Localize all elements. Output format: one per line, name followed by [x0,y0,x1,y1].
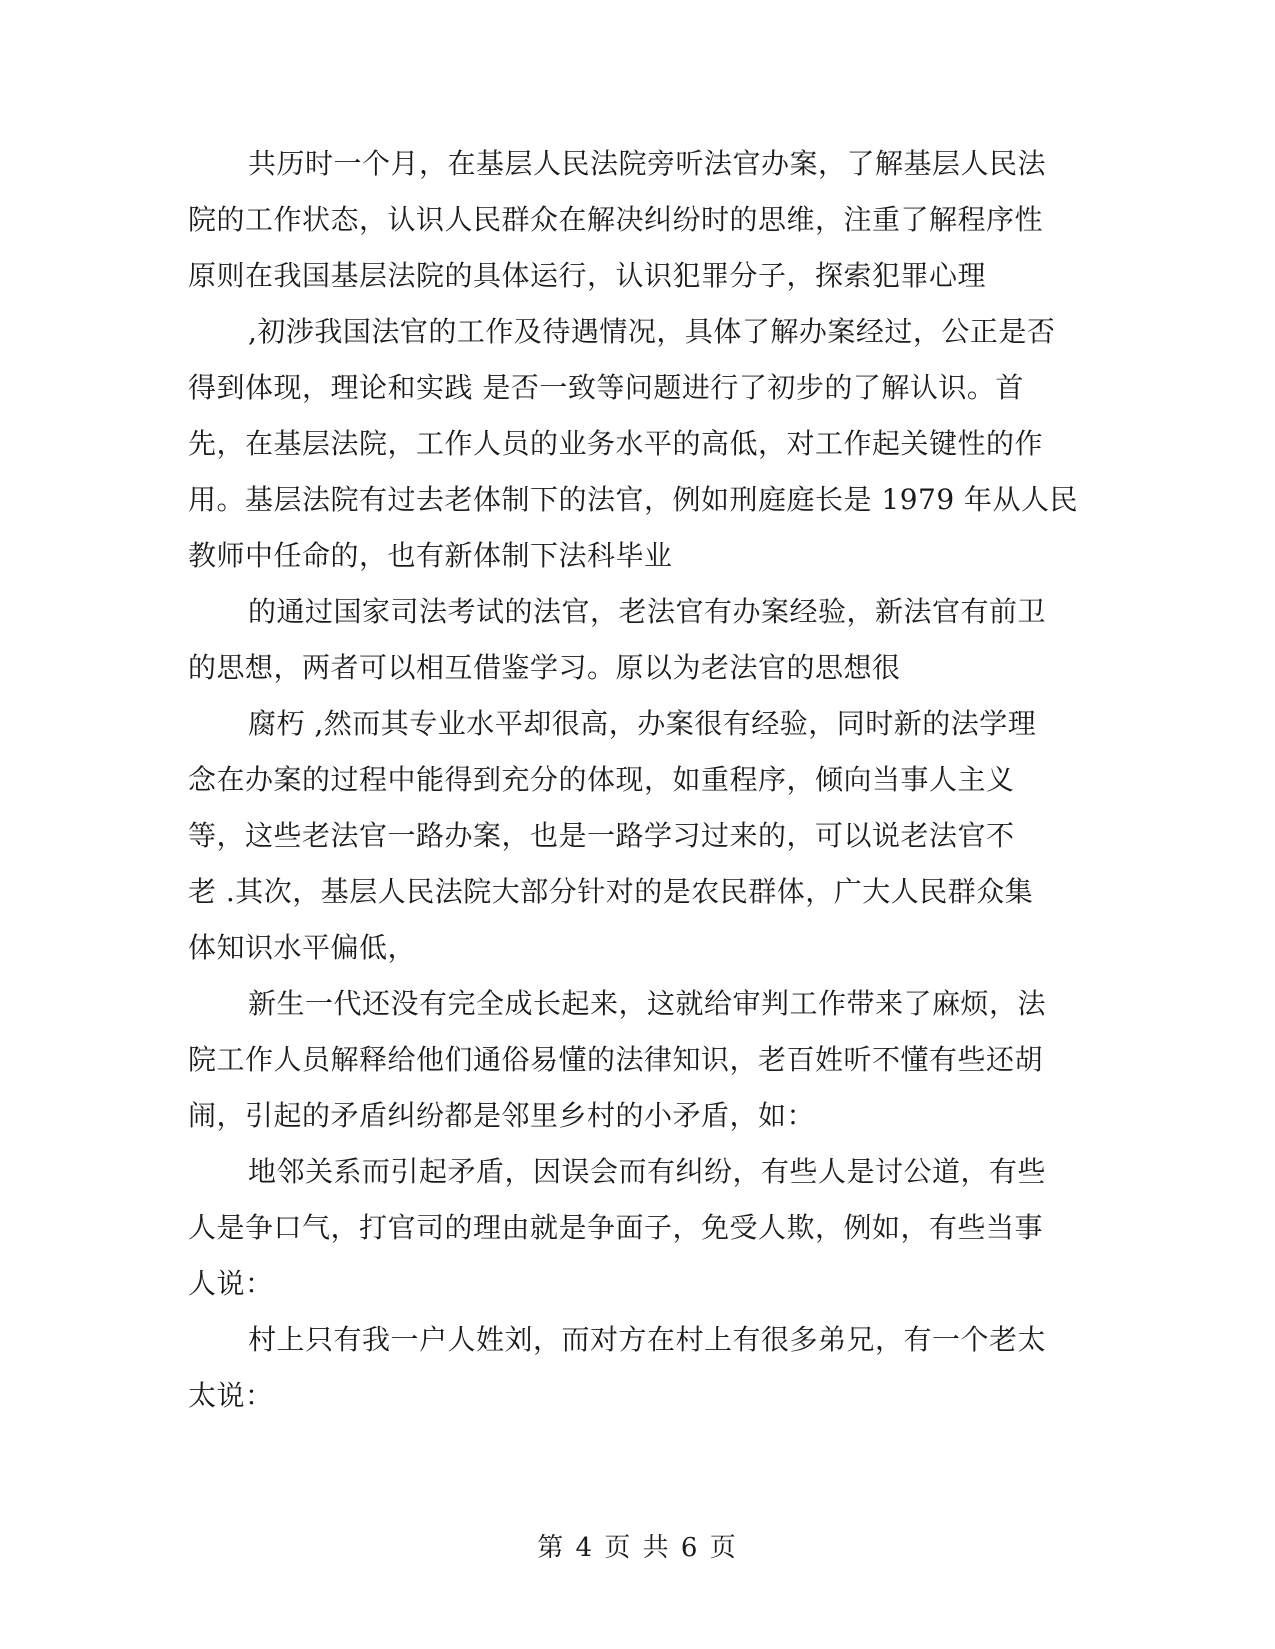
document-body [188,136,1088,1424]
text-line: 先，在基层法院，工作人员的业务水平的高低，对工作起关键性的作 [188,427,1044,460]
text-line: 人是争口气，打官司的理由就是争面子，免受人欺，例如，有些当事 [188,1211,1044,1244]
page-footer: 第 4 页 共 6 页 [537,1533,738,1563]
text-line: 人说： [188,1267,274,1300]
text-line: 老 .其次，基层人民法院大部分针对的是农民群体，广大人民群众集 [188,875,1034,908]
text-line: 的思想，两者可以相互借鉴学习。原以为老法官的思想很 [188,651,901,684]
text-line: ,初涉我国法官的工作及待遇情况，具体了解办案经过，公正是否 [248,315,1056,348]
text-line: 的通过国家司法考试的法官，老法官有办案经验，新法官有前卫 [248,595,1047,628]
text-line: 共历时一个月，在基层人民法院旁听法官办案，了解基层人民法 [248,147,1047,180]
text-line: 村上只有我一户人姓刘，而对方在村上有很多弟兄，有一个老太 [248,1323,1047,1356]
text-line: 新生一代还没有完全成长起来，这就给审判工作带来了麻烦，法 [248,987,1047,1020]
text-line: 院工作人员解释给他们通俗易懂的法律知识，老百姓听不懂有些还胡 [188,1043,1044,1076]
text-line: 念在办案的过程中能得到充分的体现，如重程序，倾向当事人主义 [188,763,1015,796]
text-line: 得到体现，理论和实践 是否一致等问题进行了初步的了解认识。首 [188,371,1024,404]
text-line: 太说： [188,1379,274,1412]
text-line: 地邻关系而引起矛盾，因误会而有纠纷，有些人是讨公道，有些 [248,1155,1047,1188]
text-line: 院的工作状态，认识人民群众在解决纠纷时的思维，注重了解程序性 [188,203,1044,236]
text-line: 等，这些老法官一路办案，也是一路学习过来的，可以说老法官不 [188,819,1015,852]
text-line: 体知识水平偏低， [188,931,417,964]
text-line: 原则在我国基层法院的具体运行，认识犯罪分子，探索犯罪心理 [188,259,987,292]
text-line: 腐朽 ,然而其专业水平却很高，办案很有经验，同时新的法学理 [248,707,1037,740]
text-line: 用。基层法院有过去老体制下的法官，例如刑庭庭长是 1979 年从人民 [188,483,1079,516]
text-line: 闹，引起的矛盾纠纷都是邻里乡村的小矛盾，如： [188,1099,816,1132]
text-line: 教师中任命的，也有新体制下法科毕业 [188,539,673,572]
